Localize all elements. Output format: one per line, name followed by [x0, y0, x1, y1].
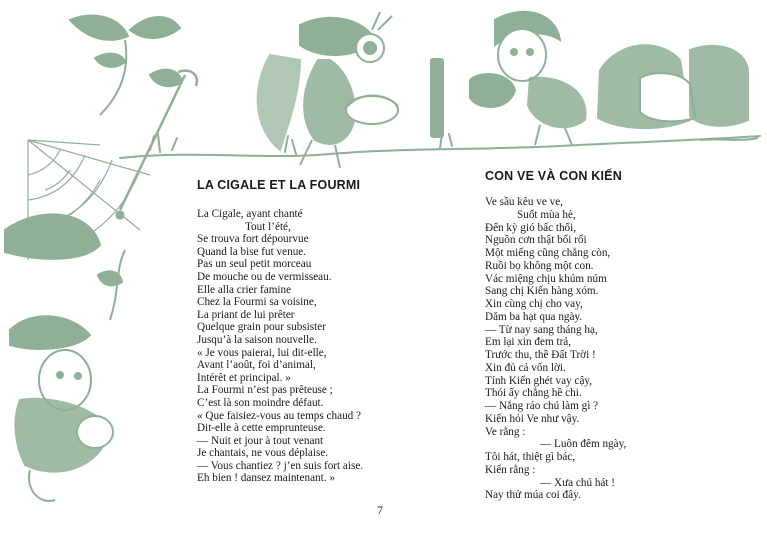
poem-line: Quand la bise fut venue.	[197, 245, 307, 258]
poem-line: Xin đủ cả vốn lời.	[485, 361, 566, 374]
poem-line: « Je vous paierai, lui dit-elle,	[197, 346, 327, 359]
poem-line: La priant de lui prêter	[197, 308, 295, 321]
boy-illustration	[5, 214, 125, 501]
poem-line: Ve rằng :	[485, 425, 526, 438]
poem-line: Nguồn cơn thật bối rối	[485, 234, 587, 247]
poem-line: — Nuit et jour à tout venant	[197, 434, 324, 447]
poem-line: Suốt mùa hè,	[517, 208, 576, 221]
poem-line: Sang chị Kiến hàng xóm.	[485, 285, 599, 298]
poem-line: Trước thu, thề Đất Trời !	[485, 349, 596, 361]
poem-line: « Que faisiez-vous au temps chaud ?	[197, 409, 362, 422]
poem-line: Thói ấy chẳng hề chi.	[485, 387, 582, 400]
poem-line: Eh bien ! dansez maintenant. »	[197, 472, 335, 485]
poem-line: Vác miệng chịu khúm núm	[485, 272, 607, 285]
poem-vietnamese	[485, 168, 735, 502]
lizard-illustration	[120, 71, 197, 210]
poem-title-vietnamese: CON VE VÀ CON KIẾN	[485, 169, 622, 183]
plant-illustration	[70, 16, 182, 115]
poem-line: Kiến hỏi Ve như vậy.	[485, 412, 580, 425]
poem-line: Dit-elle à cette emprunteuse.	[197, 422, 326, 435]
poem-line: Đến kỳ gió bấc thổi,	[485, 221, 577, 234]
poem-line: Em lại xin đem trả,	[485, 336, 572, 349]
poem-line: Je chantais, ne vous déplaise.	[197, 447, 329, 460]
poem-line: Intérêt et principal. »	[197, 371, 291, 384]
poem-french	[197, 177, 457, 485]
poem-line: Tôi hát, thiệt gì bác,	[485, 451, 576, 463]
poem-line: Elle alla crier famine	[197, 283, 292, 296]
poem-line: La Fourmi n’est pas prêteuse ;	[197, 384, 333, 397]
sacks-illustration	[598, 45, 758, 140]
poem-line: Tính Kiến ghét vay cậy,	[485, 374, 593, 387]
poem-line: Pas un seul petit morceau	[197, 258, 312, 271]
poem-lines-french	[197, 208, 457, 485]
poem-line: Jusqu’à la saison nouvelle.	[197, 333, 317, 346]
poem-line: — Từ nay sang tháng hạ,	[485, 323, 598, 336]
spider-web-illustration	[28, 140, 150, 260]
poem-line: De mouche ou de vermisseau.	[197, 270, 332, 283]
page-number: 7	[377, 503, 383, 517]
poem-line: Chez la Fourmi sa voisine,	[197, 296, 317, 309]
poem-line: — Vous chantiez ? j’en suis fort aise.	[197, 459, 364, 472]
poem-line: Ve sầu kêu ve ve,	[485, 196, 563, 208]
poem-line: Tout l’été,	[245, 220, 291, 233]
poem-line: C’est là son moindre défaut.	[197, 396, 324, 409]
cicada-illustration	[258, 12, 398, 168]
poem-line: Ruồi bọ không một con.	[485, 259, 594, 272]
poem-line: Kiến rằng :	[485, 463, 536, 476]
ant-girl-illustration	[470, 12, 586, 145]
poem-line: Dăm ba hạt qua ngày.	[485, 310, 583, 323]
post-illustration	[430, 58, 444, 138]
poem-lines-vietnamese	[485, 196, 735, 502]
poem-line: Se trouva fort dépourvue	[197, 233, 309, 246]
poem-line: Quelque grain pour subsister	[197, 321, 326, 334]
poem-line: La Cigale, ayant chanté	[197, 208, 303, 220]
poem-line: — Xưa chú hát !	[540, 476, 616, 489]
poem-line: Nay thử múa coi đây.	[485, 489, 581, 502]
poem-line: Một miếng cũng chẳng còn,	[485, 247, 611, 259]
poem-line: Avant l’août, foi d’animal,	[197, 359, 316, 372]
poem-line: — Nắng ráo chú làm gì ?	[485, 400, 599, 412]
poem-line: Xin cùng chị cho vay,	[485, 298, 583, 310]
poem-title-french: LA CIGALE ET LA FOURMI	[197, 178, 361, 192]
poem-line: — Luôn đêm ngày,	[540, 438, 627, 451]
